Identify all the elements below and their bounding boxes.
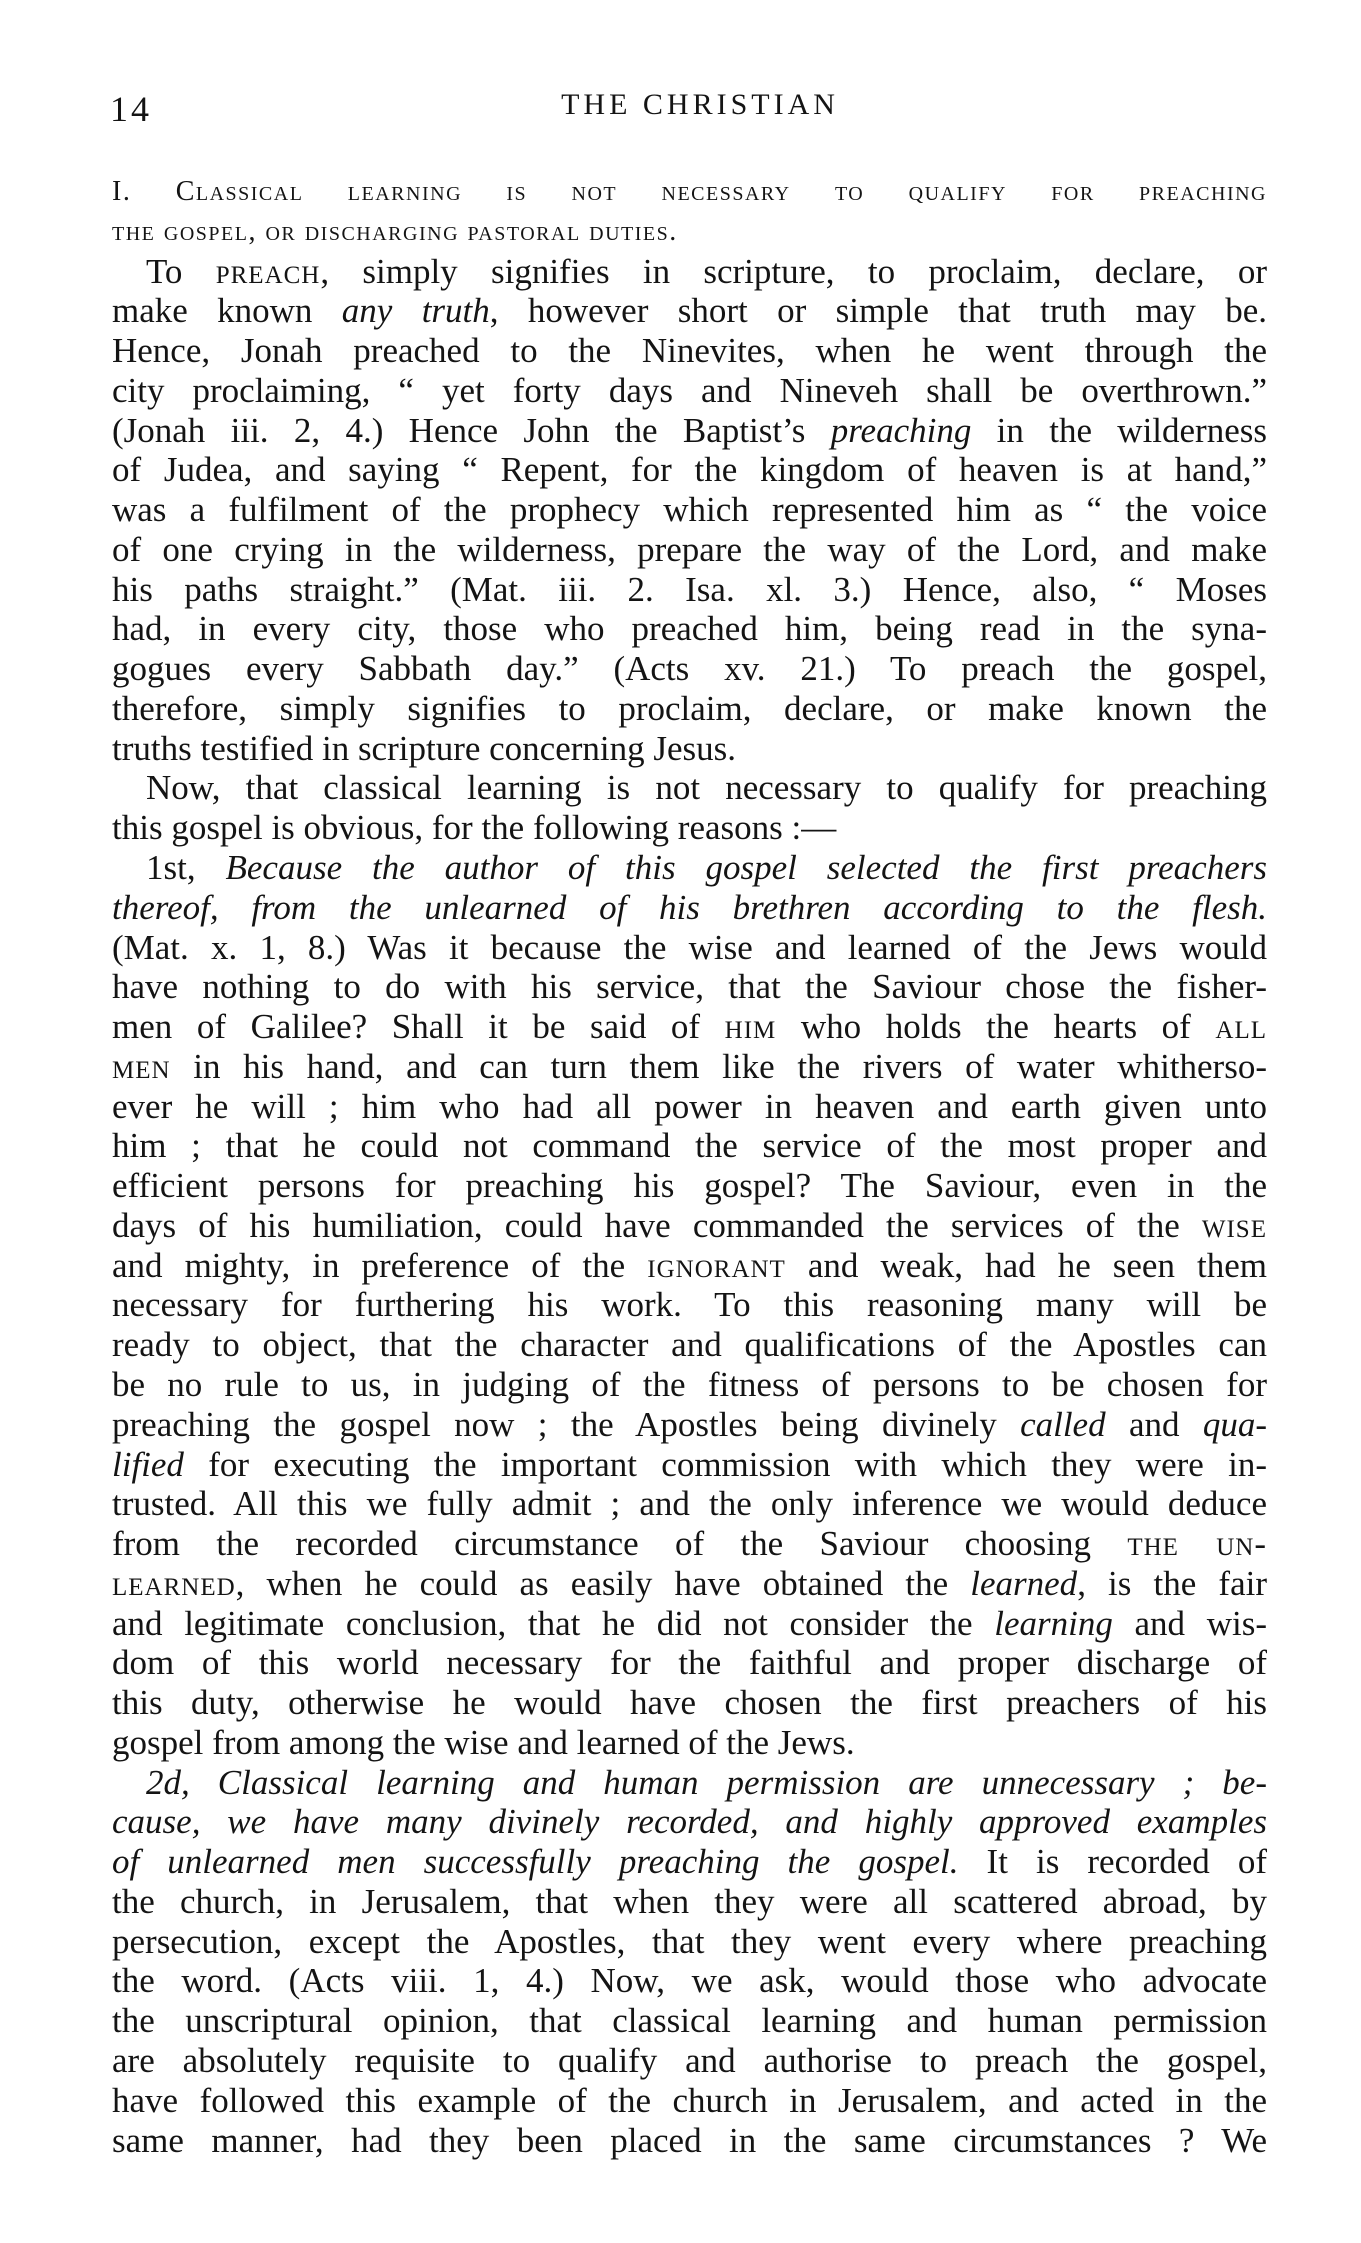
text-line	[112, 1604, 1267, 1644]
text-run: and mighty, in preference of the	[112, 1245, 648, 1285]
text-line	[112, 1683, 1267, 1723]
text-run: It is recorded of	[958, 1842, 1267, 1882]
italic-text: called	[1020, 1404, 1106, 1444]
text-run: truths testified in scripture concerning Jesus.	[112, 728, 737, 768]
text-line	[112, 1484, 1267, 1524]
text-line	[112, 371, 1267, 411]
text-line	[112, 1445, 1267, 1485]
text-line	[112, 1961, 1267, 2001]
text-line	[112, 689, 1267, 729]
text-run: make known	[112, 291, 342, 331]
text-line	[112, 331, 1267, 371]
text-run: of one crying in the wilderness, prepare the way of the Lord, and make	[112, 529, 1267, 569]
text-line	[112, 768, 1267, 808]
text-line	[112, 1126, 1267, 1166]
small-caps-text: him	[724, 1007, 777, 1047]
italic-text: any truth	[341, 291, 490, 331]
text-line	[112, 570, 1267, 610]
text-line	[112, 291, 1267, 331]
text-run: To	[146, 251, 216, 291]
text-run: (Mat. x. 1, 8.) Was it because the wise and learned of the Jews would	[112, 927, 1267, 967]
text-line	[112, 2081, 1267, 2121]
text-line	[112, 1524, 1267, 1564]
text-line	[112, 490, 1267, 530]
text-run: and legitimate conclusion, that he did not consider the	[112, 1603, 995, 1643]
text-run: , simply signifies in scripture, to proclaim, declare, or	[320, 251, 1267, 291]
text-run: (Jonah iii. 2, 4.) Hence John the Baptist’s	[112, 410, 831, 450]
italic-text: 2d, Classical learning and human permission are unnecessary ; be-	[146, 1762, 1267, 1802]
text-line	[112, 967, 1267, 1007]
text-line	[112, 1047, 1267, 1087]
text-run: in his hand, and can turn them like the rivers of water whitherso-	[170, 1046, 1267, 1086]
text-run: from the recorded circumstance of the Saviour choosing	[112, 1524, 1128, 1564]
text-line	[112, 649, 1267, 689]
text-run: Now, that classical learning is not necessary to qualify for preaching	[146, 768, 1267, 808]
text-run: necessary for furthering his work. To this reasoning many will be	[112, 1285, 1267, 1325]
text-run: Hence, Jonah preached to the Ninevites, when he went through the	[112, 331, 1267, 371]
text-line	[112, 928, 1267, 968]
body-text	[112, 172, 1267, 2160]
running-title: THE CHRISTIAN	[561, 88, 839, 121]
text-line	[112, 1206, 1267, 1246]
text-run: days of his humiliation, could have commanded the services of the	[112, 1205, 1202, 1245]
small-caps-text: the un-	[1127, 1524, 1267, 1564]
text-run: of Judea, and saying “ Repent, for the kingdom of heaven is at hand,”	[112, 450, 1267, 490]
text-line	[112, 172, 1267, 212]
text-run: him ; that he could not command the service of the most proper and	[112, 1126, 1267, 1166]
italic-text: cause, we have many divinely recorded, and highly approved examples	[112, 1802, 1267, 1842]
italic-text: thereof, from the unlearned of his brethren according to the flesh.	[112, 887, 1267, 927]
small-caps-text: wise	[1201, 1205, 1267, 1245]
small-caps-text: all	[1215, 1007, 1267, 1047]
text-run: in the wilderness	[971, 410, 1267, 450]
text-line	[112, 729, 1267, 769]
text-line	[112, 450, 1267, 490]
text-line	[112, 530, 1267, 570]
text-run: have nothing to do with his service, that the Saviour chose the fisher-	[112, 967, 1267, 1007]
italic-text: learned	[970, 1563, 1078, 1603]
text-line	[112, 1882, 1267, 1922]
text-line	[112, 1763, 1267, 1803]
text-run: and weak, had he seen them	[785, 1245, 1267, 1285]
text-run: ever he will ; him who had all power in heaven and earth given unto	[112, 1086, 1267, 1126]
small-caps-text: men	[112, 1046, 171, 1086]
text-line	[112, 808, 1267, 848]
page-number: 14	[110, 89, 152, 129]
text-run: the church, in Jerusalem, that when they were all scattered abroad, by	[112, 1881, 1267, 1921]
text-line	[112, 1564, 1267, 1604]
text-line	[112, 1405, 1267, 1445]
small-caps-text: learned	[112, 1563, 236, 1603]
text-run: trusted. All this we fully admit ; and the only inference we would deduce	[112, 1484, 1267, 1524]
text-line	[112, 2001, 1267, 2041]
text-run: and	[1105, 1404, 1203, 1444]
italic-text: lified	[112, 1444, 184, 1484]
text-line	[112, 1166, 1267, 1206]
text-line	[112, 1007, 1267, 1047]
text-run: this duty, otherwise he would have chosen the first preachers of his	[112, 1683, 1267, 1723]
text-run: for executing the important commission with which they were in-	[183, 1444, 1267, 1484]
text-run: his paths straight.” (Mat. iii. 2. Isa. xl. 3.) Hence, also, “ Moses	[112, 569, 1267, 609]
italic-text: learning	[994, 1603, 1113, 1643]
text-line	[112, 212, 1267, 252]
text-run: the word. (Acts viii. 1, 4.) Now, we ask, would those who advocate	[112, 1961, 1267, 2001]
text-run: I. Classical learning is not necessary to qualify for preaching	[112, 176, 1267, 207]
text-line	[112, 2041, 1267, 2081]
text-line	[112, 888, 1267, 928]
text-line	[112, 252, 1267, 292]
text-line	[112, 1087, 1267, 1127]
text-line	[112, 609, 1267, 649]
text-run: are absolutely requisite to qualify and authorise to preach the gospel,	[112, 2040, 1267, 2080]
text-line	[112, 1922, 1267, 1962]
text-line	[112, 1802, 1267, 1842]
text-run: this gospel is obvious, for the following reasons :—	[112, 808, 837, 848]
text-line	[112, 848, 1267, 888]
text-run: gogues every Sabbath day.” (Acts xv. 21.) To preach the gospel,	[112, 649, 1267, 689]
italic-text: Because the author of this gospel selected the first preachers	[225, 848, 1267, 888]
text-run: ready to object, that the character and qualifications of the Apostles can	[112, 1325, 1267, 1365]
text-line	[112, 1723, 1267, 1763]
text-run: 1st,	[146, 848, 226, 888]
text-run: preaching the gospel now ; the Apostles being divinely	[112, 1404, 1021, 1444]
text-run: therefore, simply signifies to proclaim, declare, or make known the	[112, 688, 1267, 728]
text-line	[112, 1325, 1267, 1365]
text-run: , however short or simple that truth may be.	[489, 291, 1267, 331]
small-caps-text: preach	[215, 251, 321, 291]
italic-text: preaching	[830, 410, 972, 450]
text-run: who holds the hearts of	[776, 1007, 1216, 1047]
text-run: gospel from among the wise and learned of the Jews.	[112, 1722, 855, 1762]
italic-text: qua-	[1202, 1404, 1267, 1444]
small-caps-text: ignorant	[647, 1245, 786, 1285]
text-run: same manner, had they been placed in the same circumstances ? We	[112, 2120, 1267, 2160]
text-run: have followed this example of the church in Jerusalem, and acted in the	[112, 2080, 1267, 2120]
text-run: the unscriptural opinion, that classical learning and human permission	[112, 2001, 1267, 2041]
text-run: , is the fair	[1077, 1563, 1267, 1603]
text-run: dom of this world necessary for the faithful and proper discharge of	[112, 1643, 1267, 1683]
text-run: and wis-	[1112, 1603, 1267, 1643]
text-run: city proclaiming, “ yet forty days and Nineveh shall be overthrown.”	[112, 370, 1267, 410]
text-run: men of Galilee? Shall it be said of	[112, 1007, 725, 1047]
text-run: efficient persons for preaching his gospel? The Saviour, even in the	[112, 1166, 1267, 1206]
text-line	[112, 1285, 1267, 1325]
italic-text: of unlearned men successfully preaching the gospel.	[112, 1842, 959, 1882]
text-run: had, in every city, those who preached him, being read in the syna-	[112, 609, 1267, 649]
text-line	[112, 2121, 1267, 2161]
text-run: persecution, except the Apostles, that they went every where preaching	[112, 1921, 1267, 1961]
text-line	[112, 411, 1267, 451]
running-head	[110, 88, 1290, 138]
text-run: was a fulfilment of the prophecy which represented him as “ the voice	[112, 490, 1267, 530]
text-run: , when he could as easily have obtained the	[235, 1563, 971, 1603]
text-line	[112, 1842, 1267, 1882]
text-line	[112, 1643, 1267, 1683]
text-run: the gospel, or discharging pastoral duties.	[112, 215, 678, 247]
text-line	[112, 1246, 1267, 1286]
text-line	[112, 1365, 1267, 1405]
text-run: be no rule to us, in judging of the fitness of persons to be chosen for	[112, 1364, 1267, 1404]
